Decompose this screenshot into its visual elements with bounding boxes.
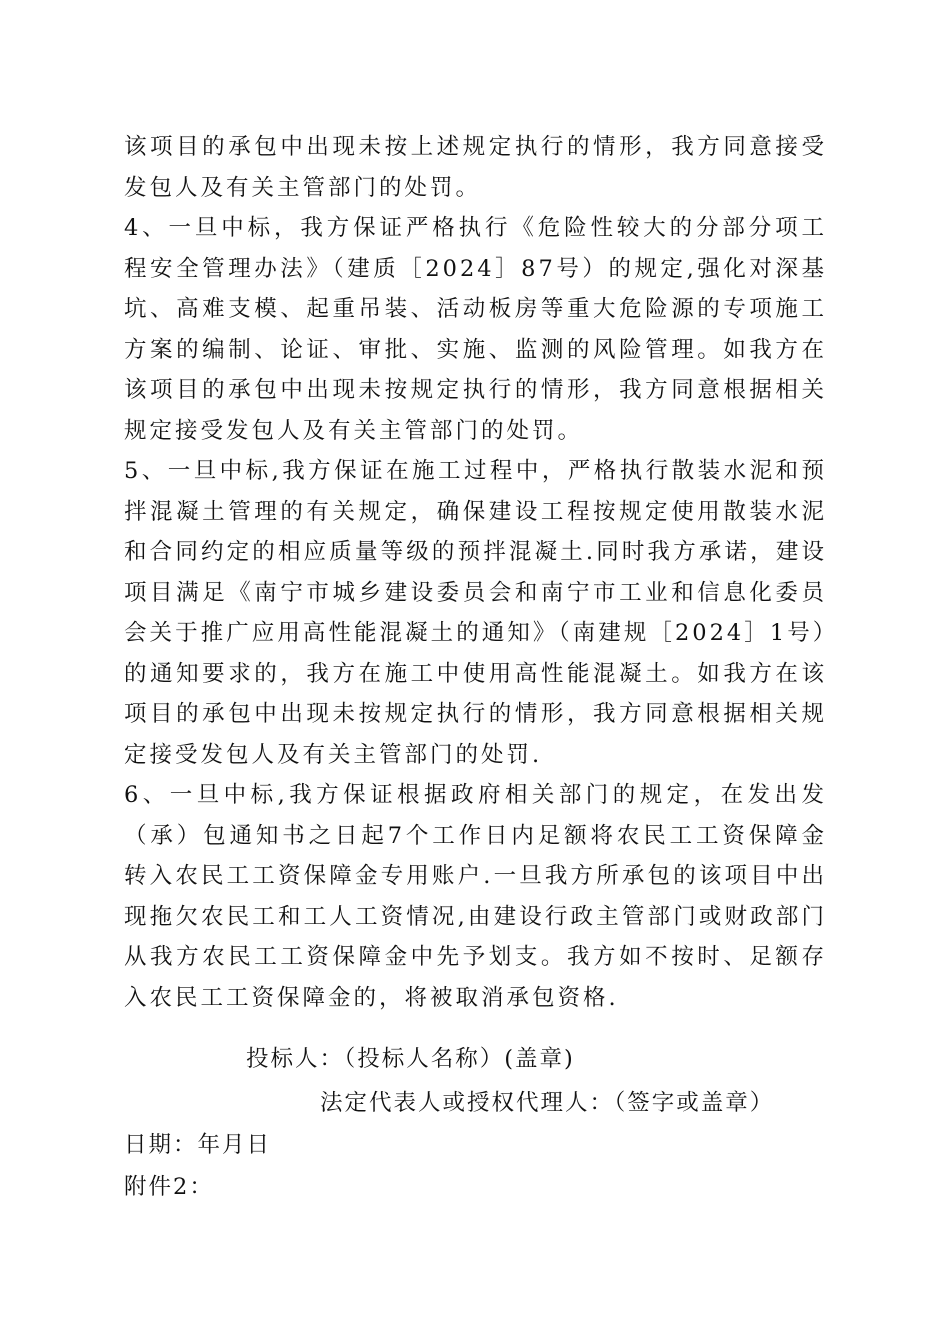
paragraph-item-6: 6、一旦中标,我方保证根据政府相关部门的规定，在发出发（承）包通知书之日起7个工作日内足额将农民工工资保障金转入农民工工资保障金专用账户.一旦我方所承包的该项目中出现拖欠农民工和工人工资情况,由建设行政主管部门或财政部门从我方农民工工资保障金中先予划支。我方如不按时、足额存入农民工工资保障金的，将被取消承包资格. bbox=[124, 782, 827, 1011]
paragraph-item-5: 5、一旦中标,我方保证在施工过程中，严格执行散装水泥和预拌混凝土管理的有关规定，确保建设工程按规定使用散装水泥和合同约定的相应质量等级的预拌混凝土.同时我方承诺，建设项目满足《南宁市城乡建设委员会和南宁市工业和信息化委员会关于推广应用高性能混凝土的通知》（南建规［2024］1号）的通知要求的，我方在施工中使用高性能混凝土。如我方在该项目的承包中出现未按规定执行的情形，我方同意根据相关规定接受发包人及有关主管部门的处罚. bbox=[124, 458, 827, 768]
commitment-body bbox=[124, 127, 827, 1018]
paragraph-continuation: 该项目的承包中出现未按上述规定执行的情形，我方同意接受发包人及有关主管部门的处罚。 bbox=[124, 134, 827, 201]
bidder-signature-line: 投标人：（投标人名称）(盖章) bbox=[246, 1046, 575, 1072]
attachment-heading: 附件2： bbox=[124, 1174, 214, 1200]
paragraph-item-4: 4、一旦中标，我方保证严格执行《危险性较大的分部分项工程安全管理办法》（建质［2024］87号）的规定,强化对深基坑、高难支模、起重吊装、活动板房等重大危险源的专项施工方案的编制、论证、审批、实施、监测的风险管理。如我方在该项目的承包中出现未按规定执行的情形，我方同意根据相关规定接受发包人及有关主管部门的处罚。 bbox=[124, 215, 827, 444]
date-line: 日期：年月日 bbox=[124, 1132, 272, 1158]
representative-signature-line: 法定代表人或授权代理人：（签字或盖章） bbox=[320, 1090, 775, 1116]
